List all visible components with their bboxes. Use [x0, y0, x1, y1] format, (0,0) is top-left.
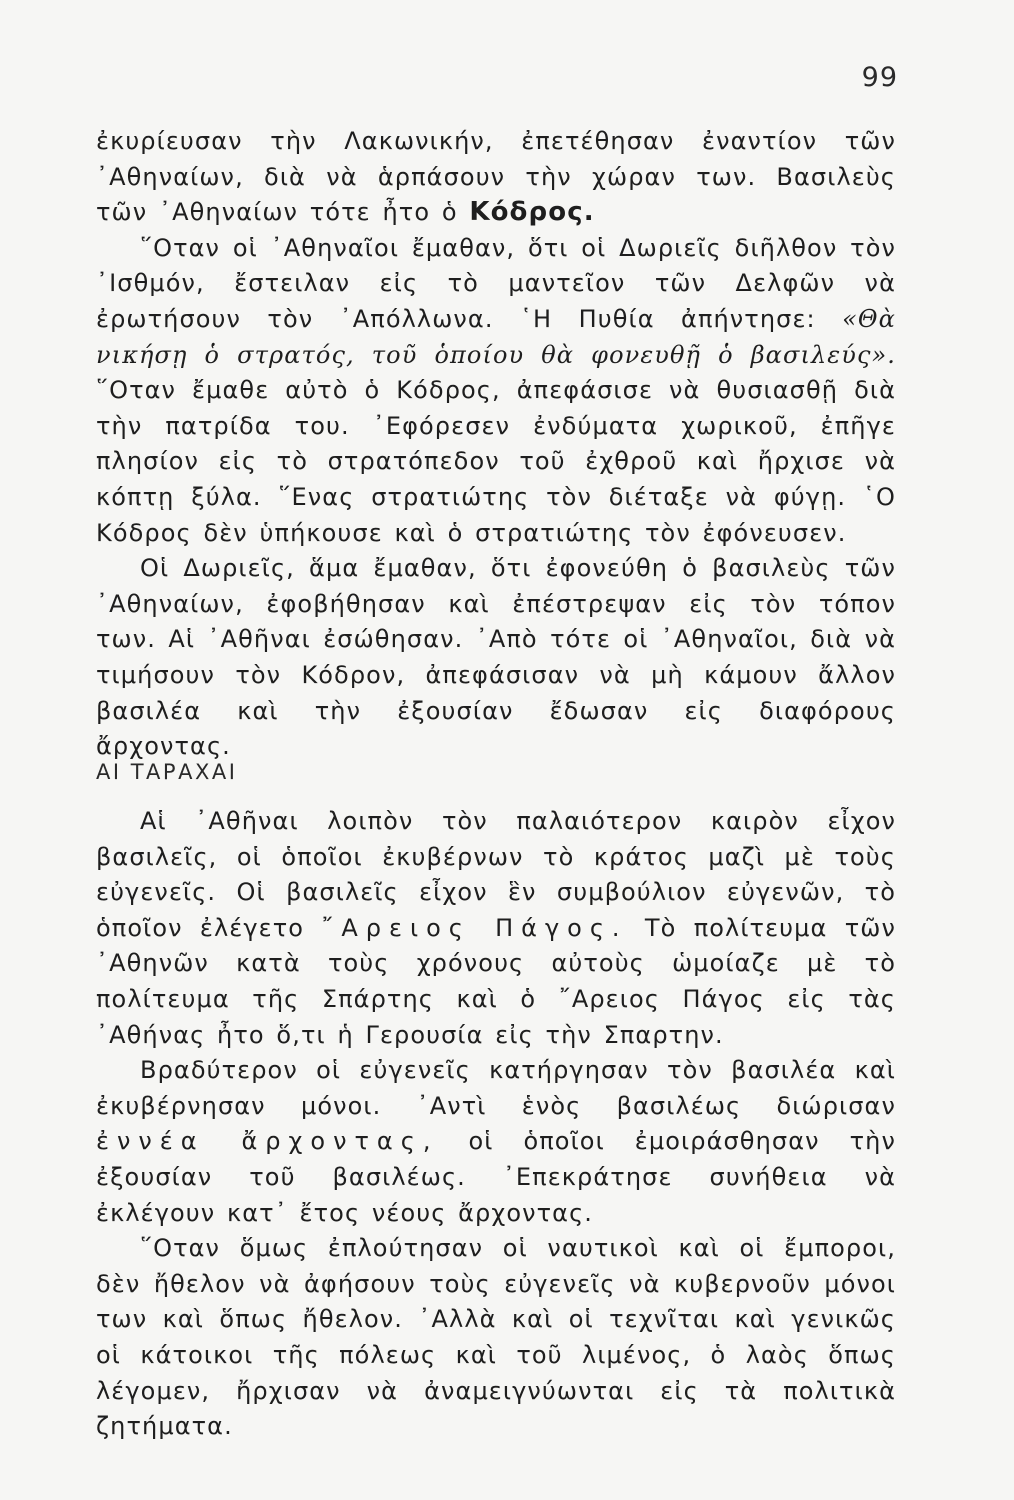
paragraph-continuation — [96, 124, 896, 231]
kodros-name: Κόδρος. — [469, 197, 595, 228]
paragraph-text: ἐκυρίευσαν τὴν Λακωνικήν, ἐπετέθησαν ἐναντίον τῶν ᾿Αθηναίων, διὰ νὰ ἁρπάσουν τὴν χώραν των. Βασιλεὺς τῶν ᾿Αθηναίων τότε ἦτο ὁ — [96, 127, 896, 227]
section-troubles — [96, 804, 896, 1445]
paragraph-text: Αἱ ᾿Αθῆναι λοιπὸν τὸν παλαιότερον καιρὸν εἶχον βασιλεῖς, οἱ ὁποῖοι ἐκυβέρνων τὸ κράτος μαζὶ μὲ τοὺς εὐγενεῖς. Οἱ βασιλεῖς εἶχον ἓν συμβούλιον εὐγενῶν, τὸ ὁποῖον ἐλέγετο — [96, 807, 896, 942]
oracle-quote: «Θὰ νικήσῃ ὁ στρατός, τοῦ ὁποίου θὰ φονευθῇ ὁ βασιλεύς». — [96, 304, 896, 369]
paragraph-people: ῞Οταν ὅμως ἐπλούτησαν οἱ ναυτικοὶ καὶ οἱ ἔμποροι, δὲν ἤθελον νὰ ἀφήσουν τοὺς εὐγενεῖς νὰ κυβερνοῦν μόνοι των καὶ ὅπως ἤθελον. ᾿Αλλὰ καὶ οἱ τεχνῖται καὶ γενικῶς οἱ κάτοικοι τῆς πόλεως καὶ τοῦ λιμένος, ὁ λαὸς ὅπως λέγομεν, ἤρχισαν νὰ ἀναμειγνύωνται εἰς τὰ πολιτικὰ ζητήματα. — [96, 1234, 896, 1441]
section-heading: ΑΙ ΤΑΡΑΧΑΙ — [96, 760, 238, 784]
paragraph-text: οἱ ὁποῖοι ἐμοιράσθησαν τὴν ἐξουσίαν τοῦ βασιλέως. ᾿Επεκράτησε συνήθεια νὰ ἐκλέγουν κατ᾿ ἔτος νέους ἄρχοντας. — [96, 1127, 896, 1227]
paragraph-text: Βραδύτερον οἱ εὐγενεῖς κατήργησαν τὸν βασιλέα καὶ ἐκυβέρνησαν μόνοι. ᾿Αντὶ ἑνὸς βασιλέως διώρισαν — [96, 1056, 896, 1120]
paragraph-text: ῞Οταν οἱ ᾿Αθηναῖοι ἔμαθαν, ὅτι οἱ Δωριεῖς διῆλθον τὸν ᾿Ισθμόν, ἔστειλαν εἰς τὸ μαντεῖον τῶν Δελφῶν νὰ ἐρωτήσουν τὸν ᾿Απόλλωνα. ῾Η Πυθία ἀπήντησε: — [96, 233, 896, 333]
section-kodros — [96, 124, 896, 765]
nine-archons-term: ἐννέα ἄρχοντας, — [96, 1127, 439, 1156]
paragraph-dorians: Οἱ Δωριεῖς, ἅμα ἔμαθαν, ὅτι ἐφονεύθη ὁ βασιλεὺς τῶν ᾿Αθηναίων, ἐφοβήθησαν καὶ ἐπέστρεψαν εἰς τὸν τόπον των. Αἱ ᾿Αθῆναι ἐσώθησαν. ᾿Απὸ τότε οἱ ᾿Αθηναῖοι, διὰ νὰ τιμήσουν τὸν Κόδρον, ἀπεφάσισαν νὰ μὴ κάμουν ἄλλον βασιλέα καὶ τὴν ἐξουσίαν ἔδωσαν εἰς διαφόρους ἄρχοντας. — [96, 554, 896, 761]
areios-pagos-term: ῎Αρειος Πάγος. — [321, 913, 628, 942]
paragraph-oracle — [96, 231, 896, 551]
paragraph-text: ῞Οταν ἔμαθε αὐτὸ ὁ Κόδρος, ἀπεφάσισε νὰ θυσιασθῇ διὰ τὴν πατρίδα του. ᾿Εφόρεσεν ἐνδύματα χωρικοῦ, ἐπῆγε πλησίον εἰς τὸ στρατόπεδον τοῦ ἐχθροῦ καὶ ἤρχισε νὰ κόπτῃ ξύλα. ῞Ενας στρατιώτης τὸν διέταξε νὰ φύγῃ. ῾Ο Κόδρος δὲν ὑπήκουσε καὶ ὁ στρατιώτης τὸν ἐφόνευσεν. — [96, 376, 896, 547]
page-number: 99 — [861, 62, 898, 93]
paragraph-archons — [96, 1053, 896, 1231]
paragraph-kings — [96, 804, 896, 1053]
paragraph-text: Τὸ πολίτευμα τῶν ᾿Αθηνῶν κατὰ τοὺς χρόνους αὐτοὺς ὡμοίαζε μὲ τὸ πολίτευμα τῆς Σπάρτης καὶ ὁ ῎Αρειος Πάγος εἰς τὰς ᾿Αθήνας ἦτο ὅ,τι ἡ Γερουσία εἰς τὴν Σπαρτην. — [96, 913, 896, 1049]
